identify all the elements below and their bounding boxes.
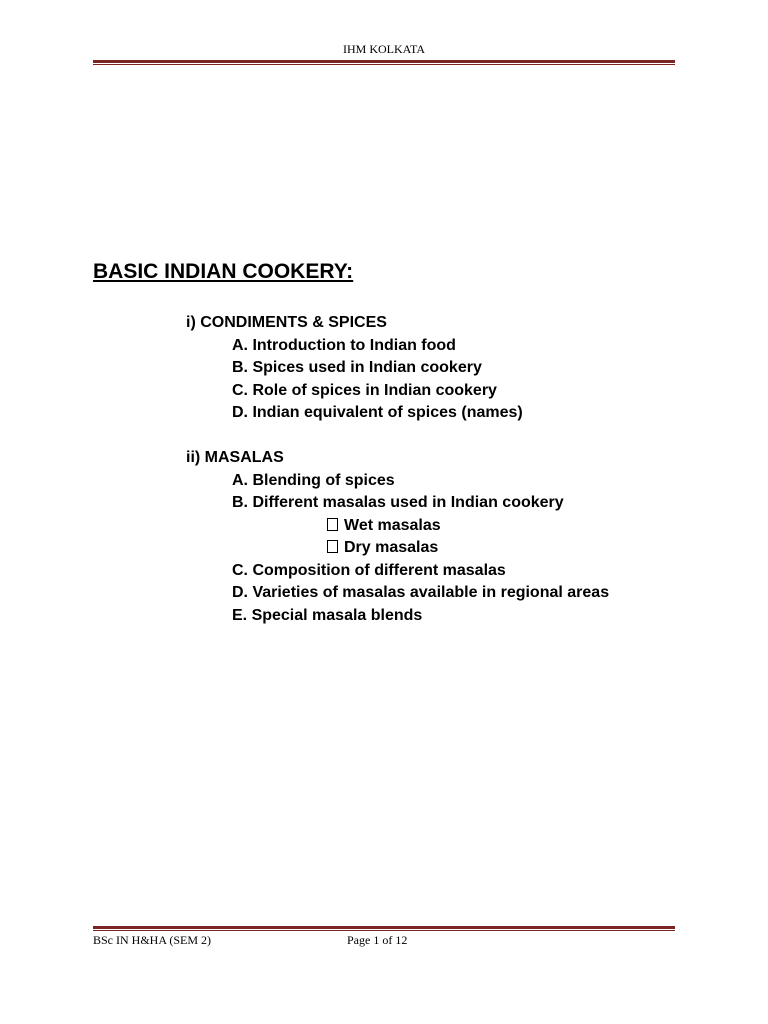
sub-list-item xyxy=(0,515,609,538)
sub-list-item-label: Wet masalas xyxy=(344,516,441,534)
section-heading: i) CONDIMENTS & SPICES xyxy=(186,314,387,331)
list-item: C. Role of spices in Indian cookery xyxy=(232,381,497,399)
checkbox-bullet-icon xyxy=(327,540,338,553)
list-item: A. Blending of spices xyxy=(232,471,395,489)
list-item: B. Different masalas used in Indian cookery xyxy=(232,494,564,511)
syllabus-content xyxy=(0,312,609,627)
header-rule xyxy=(93,60,675,65)
sub-list-item xyxy=(0,537,609,560)
footer-rule xyxy=(93,926,675,931)
list-item: D. Indian equivalent of spices (names) xyxy=(232,404,523,421)
list-item: C. Composition of different masalas xyxy=(232,561,506,579)
page-title: BASIC INDIAN COOKERY: xyxy=(93,260,354,283)
list-item: A. Introduction to Indian food xyxy=(232,336,456,354)
list-item: E. Special masala blends xyxy=(232,606,423,624)
section-heading: ii) MASALAS xyxy=(186,449,284,466)
footer-course: BSc IN H&HA (SEM 2) xyxy=(93,933,212,947)
header-text: IHM KOLKATA xyxy=(342,42,426,56)
sub-list-item-label: Dry masalas xyxy=(344,539,439,556)
checkbox-bullet-icon xyxy=(327,518,338,531)
page-number: Page 1 of 12 xyxy=(347,933,408,947)
list-item: D. Varieties of masalas available in regional areas xyxy=(232,584,610,601)
list-item: B. Spices used in Indian cookery xyxy=(232,359,482,376)
